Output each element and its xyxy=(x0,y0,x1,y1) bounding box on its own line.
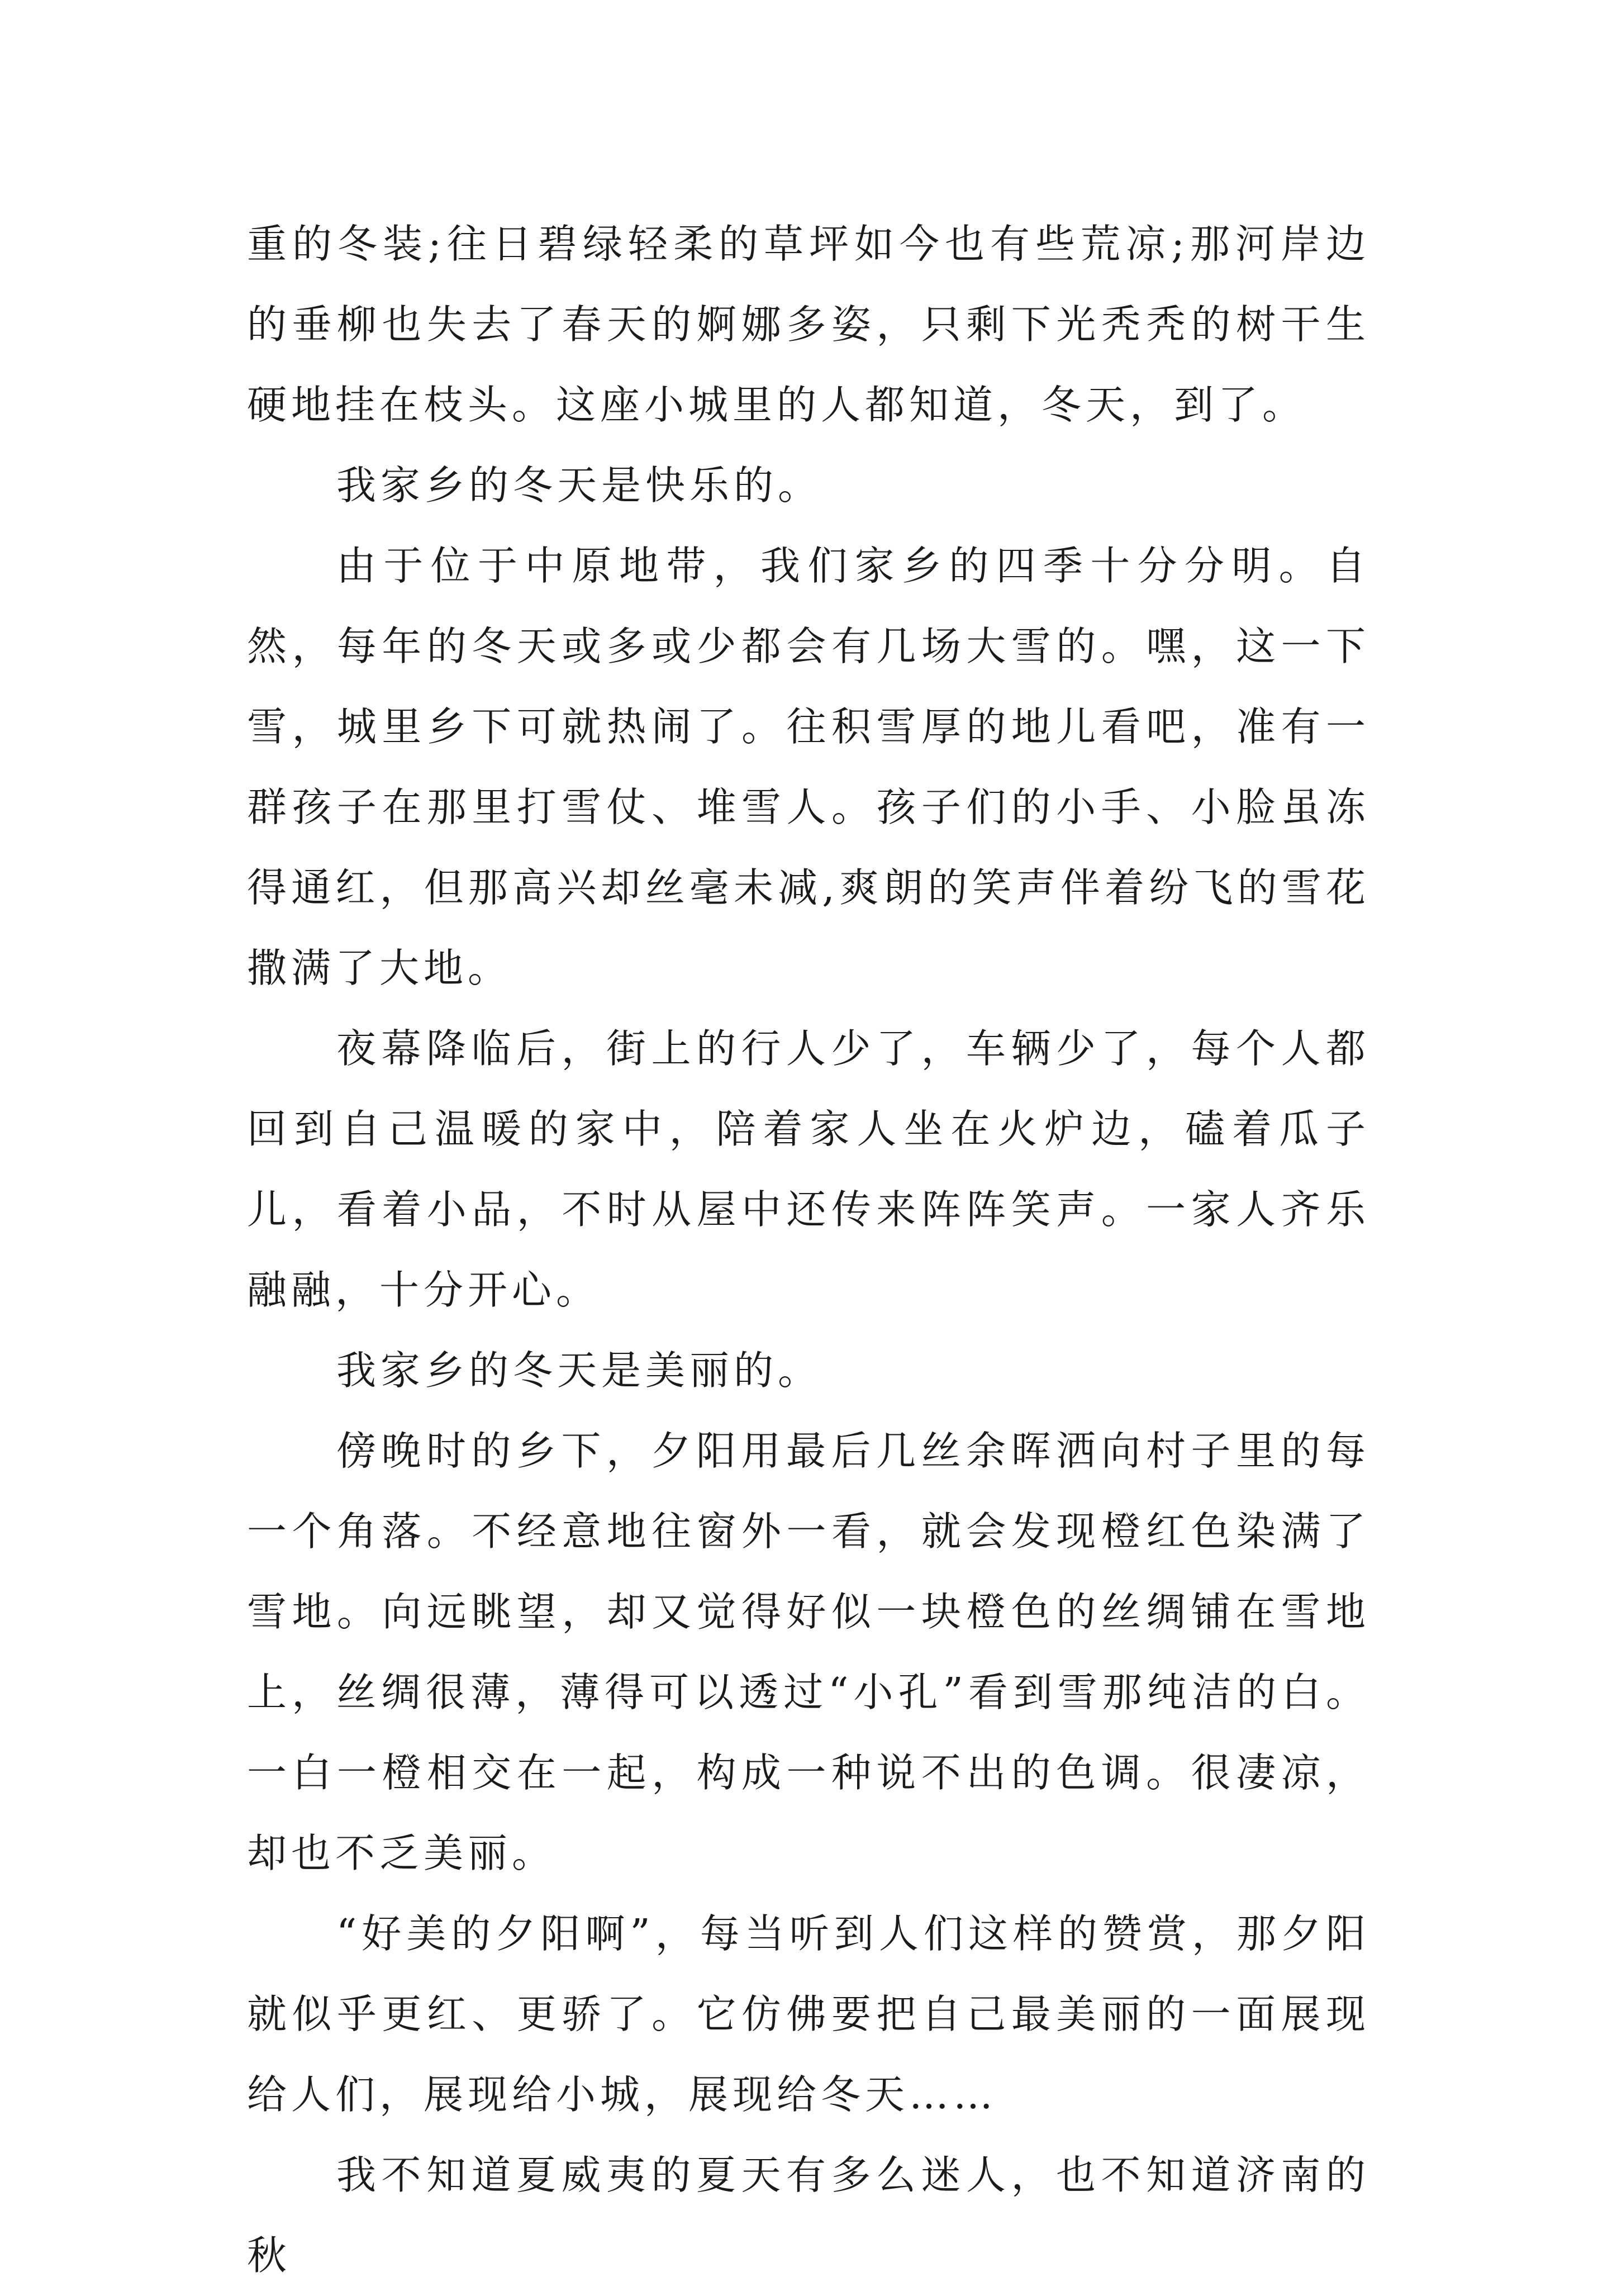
body-text xyxy=(247,204,1370,2296)
paragraph-7: “好美的夕阳啊”，每当听到人们这样的赞赏，那夕阳就似乎更红、更骄了。它仿佛要把自己最美丽的一面展现给人们，展现给小城，展现给冬天…… xyxy=(247,1910,1370,2118)
paragraph-3: 由于位于中原地带，我们家乡的四季十分分明。自然，每年的冬天或多或少都会有几场大雪的。嘿，这一下雪，城里乡下可就热闹了。往积雪厚的地儿看吧，准有一群孩子在那里打雪仗、堆雪人。孩子们的小手、小脸虽冻得通红，但那高兴却丝毫未减,爽朗的笑声伴着纷飞的雪花撒满了大地。 xyxy=(247,543,1370,991)
paragraph-4: 夜幕降临后，街上的行人少了，车辆少了，每个人都回到自己温暖的家中，陪着家人坐在火炉边，磕着瓜子儿，看着小品，不时从屋中还传来阵阵笑声。一家人齐乐融融，十分开心。 xyxy=(247,1025,1370,1313)
paragraph-6: 傍晚时的乡下，夕阳用最后几丝余晖洒向村子里的每一个角落。不经意地往窗外一看，就会发现橙红色染满了雪地。向远眺望，却又觉得好似一块橙色的丝绸铺在雪地上，丝绸很薄，薄得可以透过“小孔”看到雪那纯洁的白。一白一橙相交在一起，构成一种说不出的色调。很凄凉，却也不乏美丽。 xyxy=(247,1428,1370,1876)
paragraph-8: 我不知道夏威夷的夏天有多么迷人，也不知道济南的秋 xyxy=(247,2152,1370,2279)
paragraph-5: 我家乡的冬天是美丽的。 xyxy=(336,1347,822,1394)
paragraph-1: 重的冬装;往日碧绿轻柔的草坪如今也有些荒凉;那河岸边的垂柳也失去了春天的婀娜多姿，只剩下光秃秃的树干生硬地挂在枝头。这座小城里的人都知道，冬天，到了。 xyxy=(247,221,1370,428)
paragraph-2: 我家乡的冬天是快乐的。 xyxy=(336,462,822,508)
